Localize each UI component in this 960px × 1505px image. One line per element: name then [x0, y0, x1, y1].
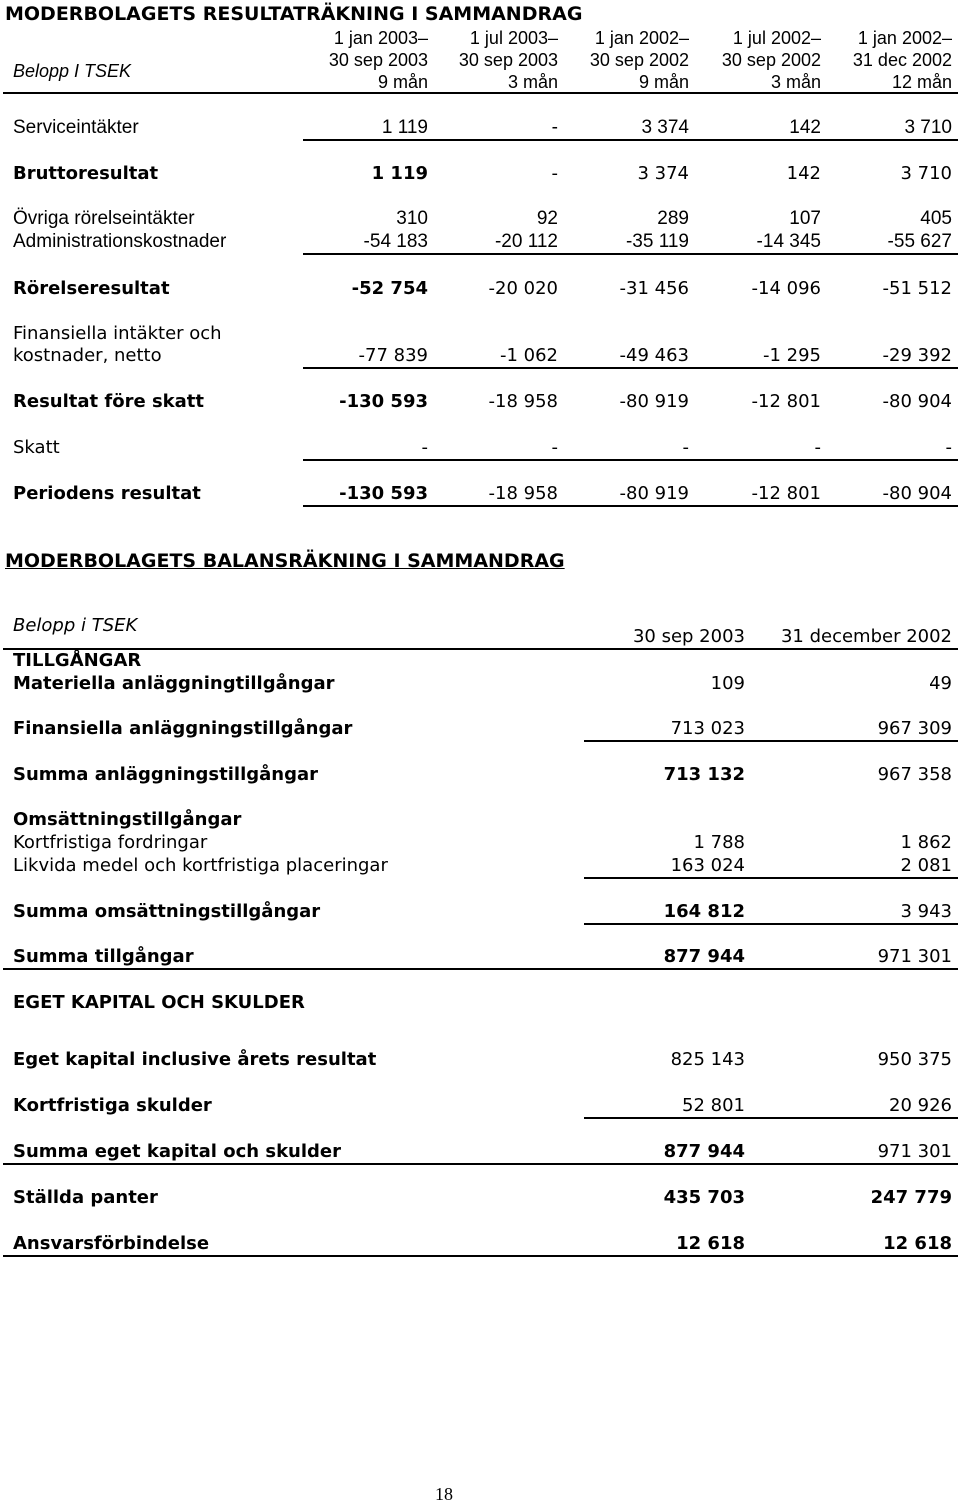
value-cell: -14 345 [756, 231, 821, 252]
balance-column-header-2: 31 december 2002 [780, 626, 952, 647]
value-cell: 1 788 [693, 832, 745, 853]
row-label-summa-anl: Summa anläggningstillgångar [13, 764, 319, 785]
value-cell: -80 904 [882, 391, 952, 412]
value-cell: 950 375 [877, 1049, 952, 1070]
value-cell: 2 081 [900, 855, 952, 876]
value-cell: -77 839 [358, 345, 428, 366]
column-header-3: 1 jan 2002– 30 sep 2002 9 mån [589, 28, 689, 92]
value-cell: -18 958 [488, 483, 558, 504]
value-cell: 1 119 [371, 163, 428, 184]
balance-unit-label: Belopp i TSEK [13, 615, 138, 636]
value-cell: -20 112 [494, 231, 558, 252]
row-label-summa-oms: Summa omsättningstillgångar [13, 901, 321, 922]
value-cell: 877 944 [663, 1141, 745, 1162]
value-cell: 3 374 [641, 117, 689, 138]
column-header-2: 1 jul 2003– 30 sep 2003 3 mån [458, 28, 558, 92]
value-cell: -54 183 [363, 231, 428, 252]
row-underline [584, 877, 958, 879]
value-cell: 20 926 [889, 1095, 952, 1116]
value-cell: 12 618 [883, 1233, 952, 1254]
value-cell: -1 062 [499, 345, 558, 366]
value-cell: 825 143 [670, 1049, 745, 1070]
value-cell: -20 020 [488, 278, 558, 299]
row-label-bruttoresultat: Bruttoresultat [13, 163, 159, 184]
header-underline [3, 92, 958, 94]
value-cell: 713 132 [663, 764, 745, 785]
value-cell: -80 919 [619, 483, 689, 504]
value-cell: - [682, 437, 689, 458]
row-label-administrationskostnader: Administrationskostnader [13, 231, 227, 252]
value-cell: -1 295 [762, 345, 821, 366]
row-label-serviceintakter: Serviceintäkter [13, 117, 139, 138]
value-cell: 877 944 [663, 946, 745, 967]
value-cell: -80 919 [619, 391, 689, 412]
value-cell: - [421, 437, 428, 458]
row-label-ovriga-rorelseintakter: Övriga rörelseintäkter [13, 208, 195, 229]
row-label-resultat-fore-skatt: Resultat före skatt [13, 391, 204, 412]
row-label-finansiella-line2: kostnader, netto [13, 345, 162, 366]
value-cell: -51 512 [882, 278, 952, 299]
row-underline [303, 367, 958, 369]
row-label-summa-tillgangar: Summa tillgångar [13, 946, 194, 967]
value-cell: - [945, 437, 952, 458]
balance-header-underline [3, 648, 958, 650]
value-cell: 164 812 [663, 901, 745, 922]
value-cell: - [814, 437, 821, 458]
row-label-rorelseresultat: Rörelseresultat [13, 278, 170, 299]
value-cell: 3 710 [900, 163, 952, 184]
value-cell: -29 392 [882, 345, 952, 366]
value-cell: 163 024 [670, 855, 745, 876]
value-cell: 52 801 [682, 1095, 745, 1116]
value-cell: - [551, 117, 558, 138]
value-cell: 142 [786, 163, 821, 184]
row-label-skatt: Skatt [13, 437, 60, 458]
page-number: 18 [435, 1484, 453, 1504]
value-cell: 435 703 [663, 1187, 745, 1208]
row-label-eget-kapital: Eget kapital inclusive årets resultat [13, 1049, 377, 1070]
value-cell: -18 958 [488, 391, 558, 412]
value-cell: - [551, 163, 558, 184]
row-underline [303, 253, 958, 255]
row-underline [303, 139, 958, 141]
value-cell: 1 119 [381, 117, 428, 138]
value-cell: 971 301 [877, 946, 952, 967]
value-cell: 289 [657, 208, 689, 229]
column-header-4: 1 jul 2002– 30 sep 2002 3 mån [721, 28, 821, 92]
row-underline [584, 740, 958, 742]
value-cell: -52 754 [351, 278, 428, 299]
row-label-materiella: Materiella anläggningtillgångar [13, 673, 335, 694]
value-cell: -49 463 [619, 345, 689, 366]
row-label-finansiella-line1: Finansiella intäkter och [13, 323, 222, 344]
value-cell: 967 309 [877, 718, 952, 739]
value-cell: 49 [929, 673, 952, 694]
value-cell: -80 904 [882, 483, 952, 504]
balance-sheet-title: MODERBOLAGETS BALANSRÄKNING I SAMMANDRAG [5, 550, 565, 572]
value-cell: 713 023 [670, 718, 745, 739]
income-unit-label: Belopp I TSEK [13, 61, 132, 81]
equity-heading: EGET KAPITAL OCH SKULDER [13, 992, 305, 1013]
row-label-summa-eget-kapital: Summa eget kapital och skulder [13, 1141, 341, 1162]
value-cell: 310 [396, 208, 428, 229]
row-underline [303, 505, 958, 507]
row-underline [3, 968, 958, 970]
row-label-likvida-medel: Likvida medel och kortfristiga placeringar [13, 855, 388, 876]
value-cell: -130 593 [339, 483, 428, 504]
value-cell: -31 456 [619, 278, 689, 299]
value-cell: -35 119 [625, 231, 689, 252]
row-underline [3, 1255, 958, 1257]
row-underline [3, 1163, 958, 1165]
value-cell: -55 627 [887, 231, 952, 252]
current-assets-heading: Omsättningstillgångar [13, 809, 242, 830]
row-label-kortfristiga-skulder: Kortfristiga skulder [13, 1095, 212, 1116]
value-cell: 967 358 [877, 764, 952, 785]
row-label-stallda-panter: Ställda panter [13, 1187, 158, 1208]
value-cell: -130 593 [339, 391, 428, 412]
column-header-5: 1 jan 2002– 31 dec 2002 12 mån [852, 28, 952, 92]
value-cell: 3 943 [900, 901, 952, 922]
row-label-periodens-resultat: Periodens resultat [13, 483, 201, 504]
value-cell: -14 096 [751, 278, 821, 299]
value-cell: -12 801 [751, 391, 821, 412]
row-label-kortfristiga-fordringar: Kortfristiga fordringar [13, 832, 208, 853]
value-cell: 405 [920, 208, 952, 229]
value-cell: - [551, 437, 558, 458]
row-label-finansiella-anl: Finansiella anläggningstillgångar [13, 718, 353, 739]
value-cell: 3 710 [904, 117, 952, 138]
value-cell: 971 301 [877, 1141, 952, 1162]
value-cell: 107 [789, 208, 821, 229]
value-cell: 3 374 [637, 163, 689, 184]
row-underline [303, 459, 958, 461]
value-cell: -12 801 [751, 483, 821, 504]
column-header-1: 1 jan 2003– 30 sep 2003 9 mån [328, 28, 428, 92]
balance-column-header-1: 30 sep 2003 [632, 626, 745, 647]
value-cell: 109 [710, 673, 745, 694]
value-cell: 12 618 [676, 1233, 745, 1254]
value-cell: 1 862 [900, 832, 952, 853]
row-label-ansvarsforbindelse: Ansvarsförbindelse [13, 1233, 210, 1254]
value-cell: 92 [536, 208, 558, 229]
value-cell: 142 [789, 117, 821, 138]
value-cell: 247 779 [870, 1187, 952, 1208]
assets-heading: TILLGÅNGAR [13, 650, 142, 671]
row-underline [584, 1117, 958, 1119]
row-underline [584, 923, 958, 925]
income-statement-title: MODERBOLAGETS RESULTATRÄKNING I SAMMANDRAG [5, 3, 583, 25]
